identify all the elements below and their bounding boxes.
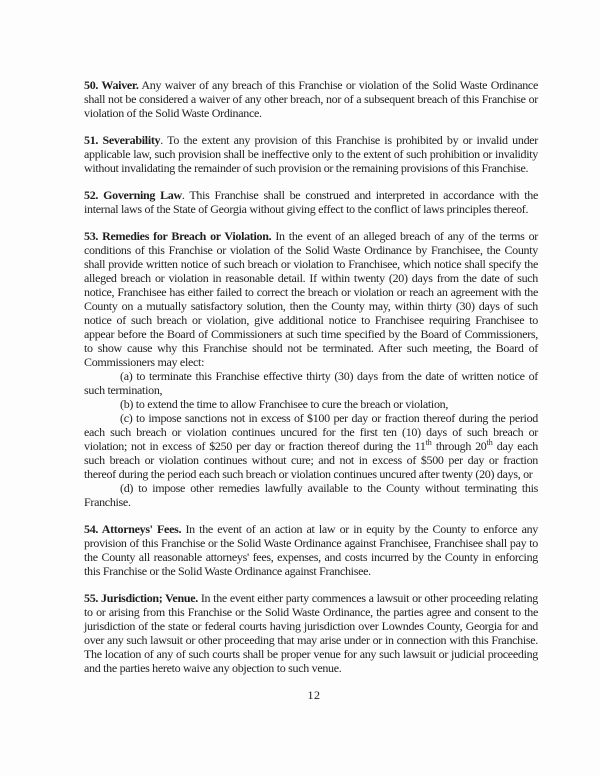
section-52-heading: 52. Governing Law [84, 188, 182, 202]
section-53-subsection-c [84, 411, 538, 481]
section-54-attorneys-fees [84, 522, 538, 578]
text-run: through 20 [431, 439, 487, 453]
superscript-ordinal: th [486, 438, 493, 447]
section-55-body: In the event either party commences a lawsuit or other proceeding relating to or arising from this Franchise or the Solid Waste Ordinance, the parties agree and consent to the jurisdiction of the state or federal courts having jurisdiction over Lowndes County, Georgia for and over any such lawsuit or other proceeding that may arise under or in connection with this Franchise. The location of any of such courts shall be proper venue for any such lawsuit or judicial proceeding and the parties hereto waive any objection to such venue. [84, 591, 538, 675]
section-53-subsection-b: (b) to extend the time to allow Franchisee to cure the breach or violation, [120, 397, 449, 411]
section-53-remedies [84, 229, 538, 509]
section-53-subsection-a: (a) to terminate this Franchise effective thirty (30) days from the date of written notice of such termination, [84, 369, 538, 397]
section-50-body: Any waiver of any breach of this Franchise or violation of the Solid Waste Ordinance shall not be considered a waiver of any other breach, nor of a subsequent breach of this Franchise or violation of the Solid Waste Ordinance. [84, 78, 538, 120]
section-51-paragraph [84, 133, 538, 175]
section-50-paragraph [84, 78, 538, 120]
section-55-jurisdiction-venue [84, 591, 538, 675]
section-53-paragraph [84, 229, 538, 369]
section-50-heading: 50. Waiver. [84, 78, 139, 92]
section-53-heading: 53. Remedies for Breach or Violation. [84, 229, 272, 243]
section-54-heading: 54. Attorneys' Fees. [84, 522, 182, 536]
section-54-paragraph [84, 522, 538, 578]
section-55-paragraph [84, 591, 538, 675]
section-51-severability [84, 133, 538, 175]
section-52-paragraph [84, 188, 538, 216]
section-51-body: . To the extent any provision of this Franchise is prohibited by or invalid under applicable law, such provision shall be ineffective only to the extent of such prohibition or invalidity without invalidating the remainder of such provision or the remaining provisions of this Franchise. [84, 133, 539, 175]
section-52-body: . This Franchise shall be construed and interpreted in accordance with the internal laws of the State of Georgia without giving effect to the conflict of laws principles thereof. [84, 188, 538, 216]
text-run: (c) to impose sanctions not in excess of $100 per day or fraction thereof during the period each such breach or violation continues uncured for the first ten (10) days of such breach or violation; not in excess of $250 per day or fraction thereof during the 11 [84, 411, 538, 453]
section-53-subsection-d: (d) to impose other remedies lawfully available to the County without terminating this Franchise. [84, 481, 538, 509]
text-run: day each such breach or violation continues without cure; and not in excess of $500 per day or fraction thereof during the period each such breach or violation continues uncured after twenty (20) days, or [84, 439, 539, 481]
superscript-ordinal: th [425, 438, 432, 447]
section-50-waiver [84, 78, 538, 120]
page-number: 12 [307, 688, 321, 702]
section-55-heading: 55. Jurisdiction; Venue. [84, 591, 198, 605]
section-52-governing-law [84, 188, 538, 216]
section-51-heading: 51. Severability [84, 133, 161, 147]
section-53-body: In the event of an alleged breach of any of the terms or conditions of this Franchise or violation of the Solid Waste Ordinance by Franchisee, the County shall provide written notice of such breach or violation to Franchisee, which notice shall specify the alleged breach or violation in reasonable detail. If within twenty (20) days from the date of such notice, Franchisee has either failed to correct the breach or violation or reach an agreement with the County on a mutually satisfactory solution, then the County may, within thirty (30) days of such notice of such breach or violation, give additional notice to Franchisee requiring Franchisee to appear before the Board of Commissioners at such time specified by the Board of Commissioners, to show cause why this Franchise should not be terminated. After such meeting, the Board of Commissioners may elect: [84, 229, 538, 369]
section-54-body: In the event of an action at law or in equity by the County to enforce any provision of this Franchise or the Solid Waste Ordinance against Franchisee, Franchisee shall pay to the County all reasonable attorneys' fees, expenses, and costs incurred by the County in enforcing this Franchise or the Solid Waste Ordinance against Franchisee. [84, 522, 538, 578]
